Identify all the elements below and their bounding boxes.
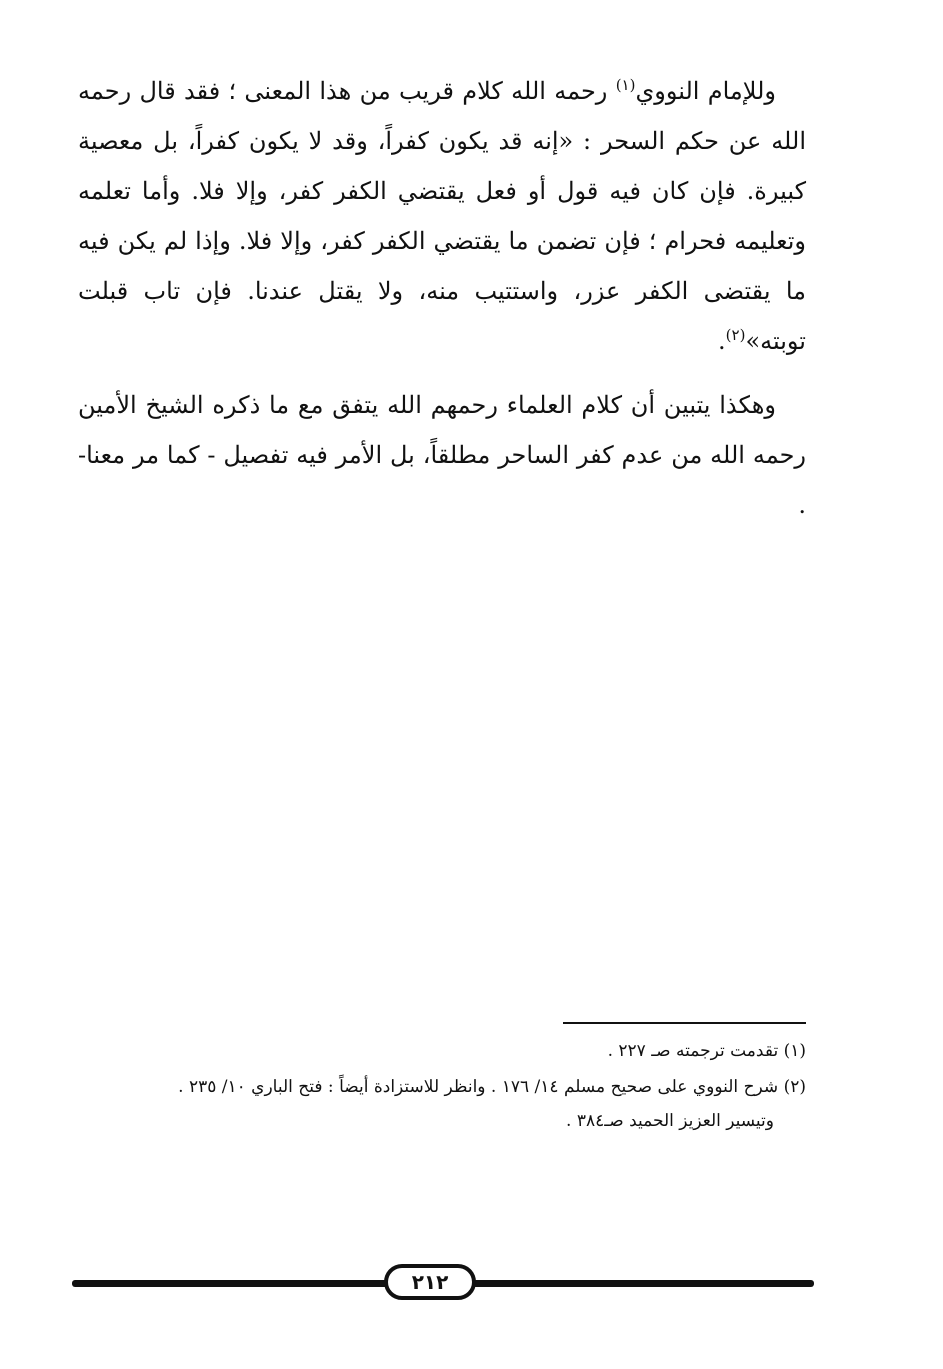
page-number: ٢١٢ (411, 1270, 449, 1294)
main-text (78, 66, 806, 530)
footnote-2-number: (٢) (783, 1077, 806, 1097)
footnote-2 (70, 1070, 806, 1138)
footnote-1 (70, 1034, 806, 1068)
page-number-badge (384, 1264, 476, 1300)
footnote-1-number: (١) (783, 1041, 806, 1061)
footnote-2-text: شرح النووي على صحيح مسلم ١٤/ ١٧٦ . وانظر للاستزادة أيضاً : فتح الباري ١٠/ ٢٣٥ . (178, 1077, 779, 1097)
footnotes (70, 1034, 806, 1140)
paragraph-2: وهكذا يتبين أن كلام العلماء رحمهم الله يتفق مع ما ذكره الشيخ الأمين رحمه الله من عدم كفر الساحر مطلقاً، بل الأمر فيه تفصيل - كما مر معنا- . (78, 391, 806, 519)
page-footer (72, 1262, 814, 1306)
paragraph-1-start: وللإمام النووي (635, 77, 777, 105)
paragraph-1-quote: رحمه الله كلام قريب من هذا المعنى ؛ فقد قال رحمه الله عن حكم السحر : «إنه قد يكون كفراً، وقد لا يكون كفراً، بل معصية كبيرة. فإن كان فيه قول أو فعل يقتضي الكفر كفر، وإلا فلا. وأما تعلمه وتعليمه فحرام ؛ فإن تضمن ما يقتضي الكفر كفر، وإلا فلا. وإذا لم يكن فيه ما يقتضى الكفر عزر، واستتيب منه، ولا يقتل عندنا. فإن تاب قبلت توبته» (78, 77, 807, 355)
footnote-separator (563, 1022, 806, 1024)
paragraph-1-end: . (718, 327, 726, 355)
paragraph-1 (78, 66, 806, 366)
footnote-ref-1: (١) (615, 76, 636, 94)
footnote-ref-2: (٢) (725, 326, 746, 344)
footnote-1-text: تقدمت ترجمته صـ ٢٢٧ . (607, 1041, 779, 1061)
footnote-2-continuation: وتيسير العزيز الحميد صـ٣٨٤ . (566, 1111, 774, 1131)
